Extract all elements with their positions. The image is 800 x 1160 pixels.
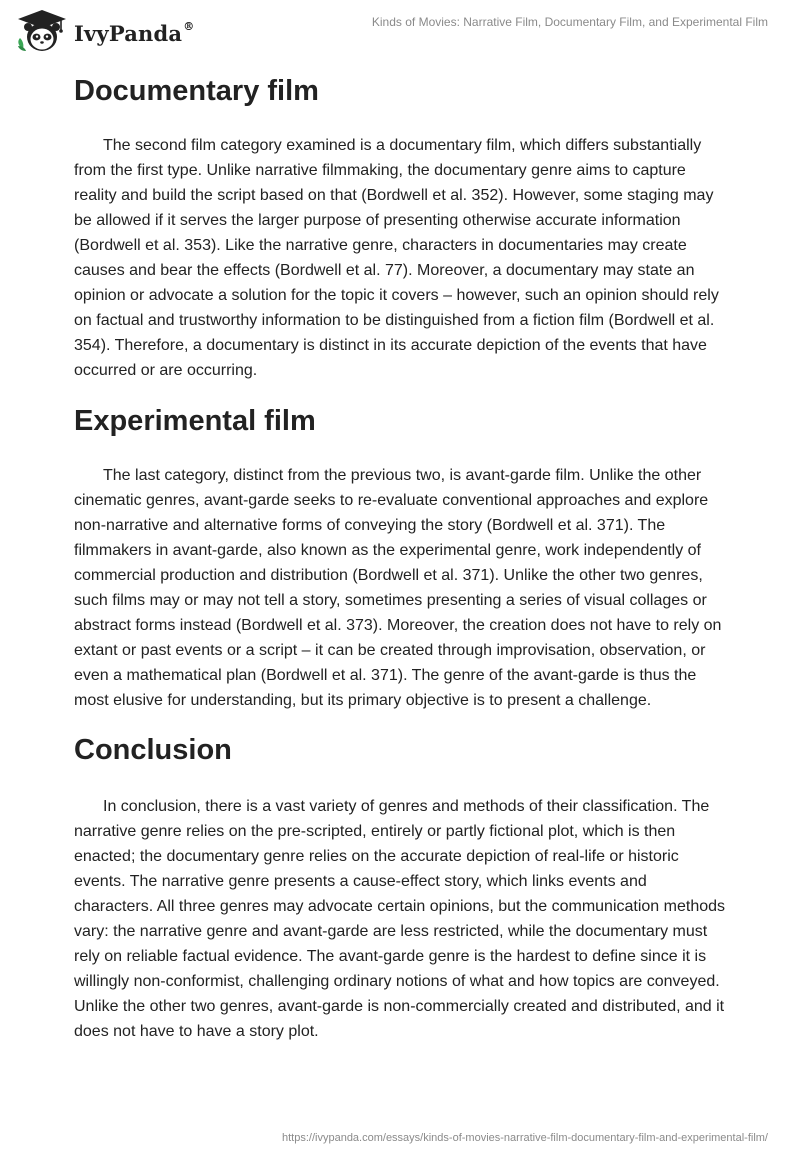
section-paragraph-experimental: The last category, distinct from the previous two, is avant-garde film. Unlike the other cinematic genres, avant-garde seeks to re-evaluate conventional approaches and explore non-narrative and alternative forms of conveying the story (Bordwell et al. 371). The filmmakers in avant-garde, also known as the experimental genre, work independently of commercial production and distribution (Bordwell et al. 371). Unlike the other two genres, such films may or may not tell a story, sometimes presenting a series of visual collages or abstract forms instead (Bordwell et al. 373). Moreover, the creation does not have to rely on extant or past events or a script – it can be created through improvisation, observation, or even a mathematical plan (Bordwell et al. 371). The genre of the avant-garde is thus the most elusive for understanding, but its primary objective is to present a challenge. <box>74 467 722 709</box>
section-heading-conclusion: Conclusion <box>74 734 232 766</box>
ivypanda-logo[interactable] <box>14 8 194 54</box>
section-heading-experimental: Experimental film <box>74 405 316 437</box>
panda-graduate-icon <box>14 8 70 54</box>
section-paragraph-conclusion: In conclusion, there is a vast variety of genres and methods of their classification. The narrative genre relies on the pre-scripted, entirely or partly fictional plot, which is then enacted; the documentary genre relies on the accurate depiction of real-life or historic events. The narrative genre presents a cause-effect story, which links events and characters. All three genres may advocate certain opinions, but the communication methods vary: the narrative genre and avant-garde are less restricted, while the documentary must rely on reliable factual evidence. The avant-garde genre is the hardest to define since it is willingly non-conformist, challenging ordinary notions of what and how topics are conveyed. Unlike the other two genres, avant-garde is non-commercially created and distributed, and it does not have to have a story plot. <box>74 798 726 1040</box>
source-url[interactable]: https://ivypanda.com/essays/kinds-of-movies-narrative-film-documentary-film-and-experimental-film/ <box>282 1132 768 1144</box>
section-paragraph-documentary: The second film category examined is a documentary film, which differs substantially from the first type. Unlike narrative filmmaking, the documentary genre aims to capture reality and build the script based on that (Bordwell et al. 352). However, some staging may be allowed if it serves the larger purpose of presenting otherwise accurate information (Bordwell et al. 353). Like the narrative genre, characters in documentaries may create causes and bear the effects (Bordwell et al. 77). Moreover, a documentary may state an opinion or advocate a solution for the topic it covers – however, such an opinion should rely on factual and trustworthy information to be distinguished from a fiction film (Bordwell et al. 354). Therefore, a documentary is distinct in its accurate depiction of the events that have occurred or are occurring. <box>74 137 719 379</box>
page-header <box>0 0 800 60</box>
registered-mark: ® <box>183 19 195 33</box>
brand-label: IvyPanda <box>74 20 183 46</box>
essay-content <box>74 66 730 1044</box>
section-heading-documentary: Documentary film <box>74 75 319 107</box>
brand-name <box>74 21 194 46</box>
document-title: Kinds of Movies: Narrative Film, Documentary Film, and Experimental Film <box>371 15 768 29</box>
